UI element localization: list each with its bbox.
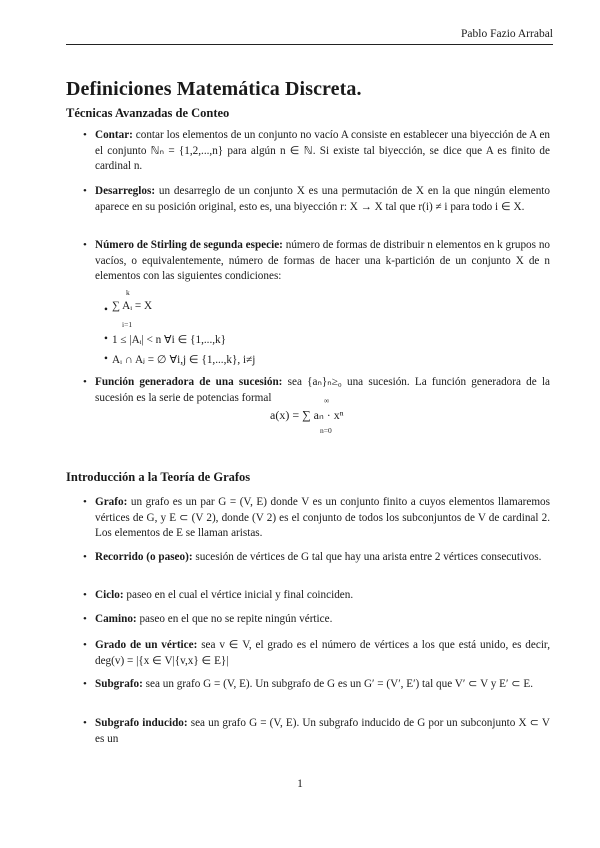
bullet-icon: • xyxy=(83,639,87,651)
definition-text: sea un grafo G = (V, E). Un subgrafo de G es un G′ = (V′, E′) tal que V′ ⊂ V y E′ ⊂ E. xyxy=(145,678,534,690)
definition-term: Ciclo: xyxy=(95,589,124,601)
condition-text: 1 ≤ |Aᵢ| < n ∀i ∈ {1,...,k} xyxy=(112,334,227,346)
running-header xyxy=(66,28,553,45)
condition-item xyxy=(104,333,227,346)
bullet-icon: • xyxy=(83,678,87,690)
definition-term: Contar: xyxy=(95,129,133,141)
sum-upper-limit: k xyxy=(126,288,130,297)
definition-item xyxy=(83,612,550,628)
definition-term: Grafo: xyxy=(95,496,128,508)
definition-text: sea un grafo G = (V, E). Un subgrafo inducido de G por un subconjunto X ⊂ V es un xyxy=(95,717,550,745)
bullet-icon: • xyxy=(83,496,87,508)
sum-lower-limit: i=1 xyxy=(122,320,133,329)
definition-item xyxy=(83,550,550,566)
condition-text: ∑ Aᵢ = X xyxy=(112,300,153,312)
header-author: Pablo Fazio Arrabal xyxy=(461,28,553,40)
definition-item xyxy=(83,238,551,285)
bullet-icon: • xyxy=(83,376,87,388)
bullet-icon: • xyxy=(83,589,87,601)
condition-sum xyxy=(104,288,232,329)
definition-term: Recorrido (o paseo): xyxy=(95,551,193,563)
definition-text: número de formas de distribuir n elementos en k grupos no vacíos, o equivalentemente, número de formas de hacer una k-partición de un conjunto X de n elementos con las siguientes condiciones: xyxy=(95,239,551,283)
definition-term: Subgrafo inducido: xyxy=(95,717,188,729)
bullet-icon: • xyxy=(104,353,108,365)
definition-text: contar los elementos de un conjunto no vacío A consiste en establecer una biyección de A en el conjunto ℕₙ = {1,2,...,n} para algún n ∈ ℕ. Si existe tal biyección, se dice que A es finito de cardinal n. xyxy=(95,129,551,173)
definition-text: un grafo es un par G = (V, E) donde V es un conjunto finito a cuyos elementos llamaremos vértices de G, y E ⊂ (V 2), donde (V 2) es el conjunto de todos los subconjuntos de V de cardinal 2. Los elementos de E se llaman aristas. xyxy=(95,496,551,540)
condition-text: Aᵢ ∩ Aⱼ = ∅ ∀i,j ∈ {1,...,k}, i≠j xyxy=(112,354,256,366)
definition-item xyxy=(83,495,551,542)
definition-term: Función generadora de una sucesión: xyxy=(95,376,283,388)
definition-item xyxy=(83,638,551,669)
definition-text: paseo en el que no se repite ningún vértice. xyxy=(139,613,333,625)
formula-lower-limit: n=0 xyxy=(320,426,332,435)
definition-term: Camino: xyxy=(95,613,137,625)
definition-item xyxy=(83,677,550,693)
definition-term: Desarreglos: xyxy=(95,185,156,197)
definition-item xyxy=(83,184,551,215)
document-title: Definiciones Matemática Discreta. xyxy=(66,78,362,100)
formula-text: a(x) = ∑ aₙ · xⁿ xyxy=(270,408,344,422)
bullet-icon: • xyxy=(83,239,87,251)
definition-text: sea {aₙ}ₙ≥₀ una sucesión. La función generadora de la sucesión es la serie de potencias formal xyxy=(95,376,551,404)
definition-text: sucesión de vértices de G tal que hay una arista entre 2 vértices consecutivos. xyxy=(195,551,542,563)
definition-item xyxy=(83,716,550,747)
bullet-icon: • xyxy=(83,613,87,625)
bullet-icon: • xyxy=(83,717,87,729)
definition-item xyxy=(83,375,551,406)
definition-text: sea v ∈ V, el grado es el número de vértices a los que está unido, es decir, deg(v) = |{x ∈ V|{v,x} ∈ E}| xyxy=(95,639,551,667)
definition-term: Subgrafo: xyxy=(95,678,143,690)
generating-function-formula xyxy=(270,396,344,435)
definition-item xyxy=(83,588,550,604)
section-title-grafos: Introducción a la Teoría de Grafos xyxy=(66,470,251,484)
definition-text: paseo en el cual el vértice inicial y final coinciden. xyxy=(126,589,354,601)
definition-text: un desarreglo de un conjunto X es una permutación de X en la que ningún elemento aparece en su posición original, esto es, una biyección r: X → X tal que r(i) ≠ i para todo i ∈ X. xyxy=(95,185,551,213)
bullet-icon: • xyxy=(83,185,87,197)
definition-term: Grado de un vértice: xyxy=(95,639,198,651)
condition-item xyxy=(104,353,256,366)
formula-upper-limit: ∞ xyxy=(324,396,330,405)
section-title-conteo: Técnicas Avanzadas de Conteo xyxy=(66,106,230,120)
bullet-icon: • xyxy=(104,333,108,345)
bullet-icon: • xyxy=(104,304,108,316)
bullet-icon: • xyxy=(83,129,87,141)
definition-term: Número de Stirling de segunda especie: xyxy=(95,239,283,251)
definition-item xyxy=(83,128,551,175)
page-number: 1 xyxy=(297,778,303,790)
bullet-icon: • xyxy=(83,551,87,563)
